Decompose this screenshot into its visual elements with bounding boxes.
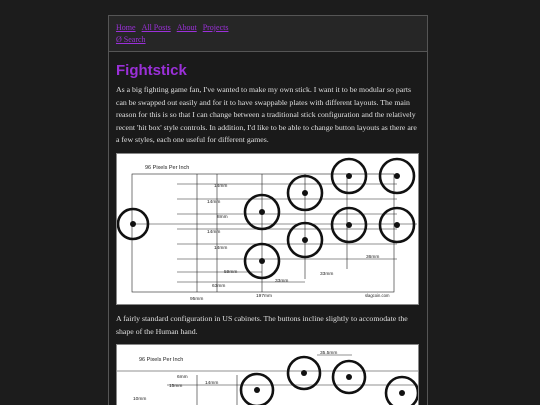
post-body <box>109 52 427 405</box>
dim-label: 14mm <box>207 229 221 235</box>
dim-label: 63mm <box>212 283 226 289</box>
nav-search-link[interactable]: Ø Search <box>116 35 146 44</box>
dim-label: 95mm <box>190 296 204 302</box>
dim-label: 14mm <box>207 199 221 205</box>
layout-diagram-2 <box>116 344 419 405</box>
nav-about-link[interactable]: About <box>176 23 197 32</box>
svg-text:35.5mm: 35.5mm <box>320 351 338 357</box>
dim-label: 14mm <box>214 183 228 189</box>
nav-projects-link[interactable]: Projects <box>202 23 229 32</box>
dim-label: 36mm <box>366 254 380 260</box>
svg-text:10mm: 10mm <box>133 397 147 403</box>
dim-label: 33mm <box>275 278 289 284</box>
svg-text:6mm: 6mm <box>177 375 188 381</box>
top-nav <box>109 16 427 52</box>
nav-all-posts-link[interactable]: All Posts <box>141 23 171 32</box>
ppi-label: 96 Pixels Per Inch <box>145 164 190 171</box>
ppi-label: 96 Pixels Per Inch <box>139 357 184 364</box>
figure-caption: A fairly standard configuration in US cabinets. The buttons incline slightly to accomodate the shape of the Human hand. <box>116 313 408 336</box>
dim-label: 14mm <box>214 245 228 251</box>
layout-diagram-1 <box>116 153 419 305</box>
svg-text:14mm: 14mm <box>205 381 219 387</box>
dim-label: 8mm <box>217 214 228 220</box>
page-container <box>108 15 428 405</box>
post-title: Fightstick <box>116 62 187 79</box>
post-intro: As a big fighting game fan, I've wanted to make my own stick. I want it to be modular so parts can be swapped out easily and for it to have swappable plates with different layouts. The main reason for this is so that I can change between a traditional stick configuration and the relatively recent 'hit box' style controls. In addition, I'd like to be able to change button layouts as there are a few styles, each one useful for different games. <box>116 85 417 145</box>
dim-label: 33mm <box>320 271 334 277</box>
credit-label: slagcoin.com <box>365 292 390 298</box>
nav-home-link[interactable]: Home <box>116 23 136 32</box>
svg-text:15mm: 15mm <box>169 384 183 390</box>
dim-label: 59mm <box>224 269 238 275</box>
dim-label: 197mm <box>256 293 272 299</box>
